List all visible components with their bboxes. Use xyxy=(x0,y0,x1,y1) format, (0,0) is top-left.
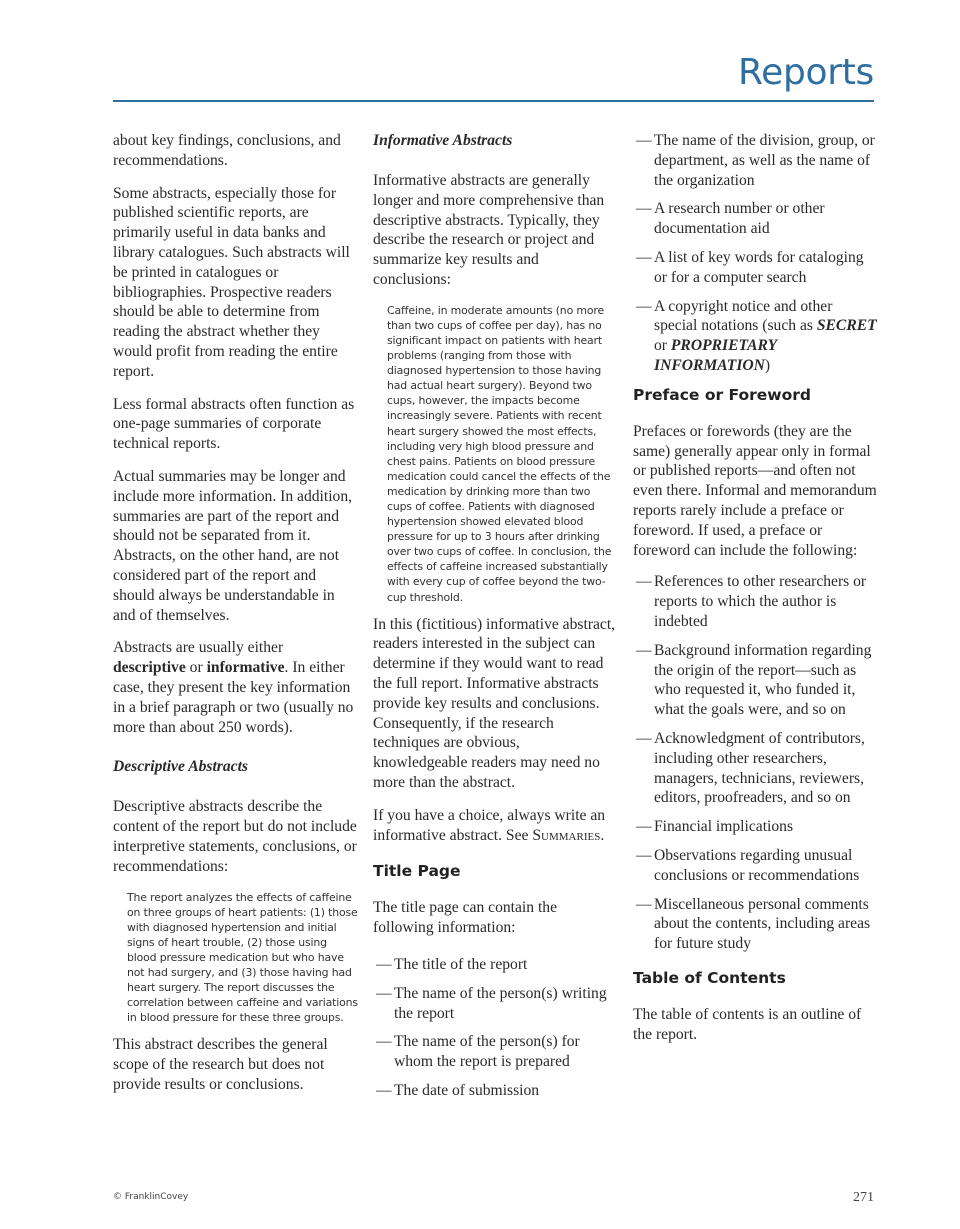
text: If you have a choice, always write an informative abstract. See xyxy=(373,806,606,844)
text: Abstracts are usually either xyxy=(113,639,284,657)
list-item-text: A list of key words for cataloging or for a computer search xyxy=(654,248,864,286)
paragraph xyxy=(113,638,358,737)
list-item-text: Observations regarding unusual conclusions or recommendations xyxy=(654,846,860,884)
term-descriptive: descriptive xyxy=(113,659,186,677)
list-item xyxy=(373,1081,618,1101)
paragraph: In this (fictitious) informative abstract, readers interested in the subject can determine if they would want to read the full report. Informative abstracts provide key results and conclusions. Consequently, if the research techniques are obvious, knowledgeable readers may need no more than the abstract. xyxy=(373,615,616,792)
list-item-text: The title of the report xyxy=(394,956,528,974)
list-item xyxy=(633,895,878,954)
example-abstract: The report analyzes the effects of caffeine on three groups of heart patients: (1) those with diagnosed hypertension and initial signs of heart trouble, (2) those using blood pressure medication but who have not had surgery, and (3) those having had heart surgery. The report discusses the correlation between caffeine and variations in blood pressure for these three groups. xyxy=(127,890,358,1025)
list-item-text: Financial implications xyxy=(654,818,794,836)
list-item-text: Background information regarding the origin of the report—such as who requested it, who funded it, what the goals were, and so on xyxy=(654,641,872,719)
dash-mark: — xyxy=(636,200,652,218)
dash-mark: — xyxy=(636,729,652,747)
dash-mark: — xyxy=(376,1082,392,1099)
list-item xyxy=(633,131,878,190)
subheading-descriptive-abstracts: Descriptive Abstracts xyxy=(113,758,248,776)
paragraph: The table of contents is an outline of the report. xyxy=(633,1005,862,1043)
dash-mark: — xyxy=(636,248,652,266)
list-item xyxy=(633,817,878,837)
paragraph: Prefaces or forewords (they are the same) generally appear only in formal or published reports—and often not even there. Informal and memorandum reports rarely include a preface or foreword. If used, a preface or foreword can include the following: xyxy=(633,422,877,559)
list-item xyxy=(633,729,878,808)
term-informative: informative xyxy=(206,659,285,677)
list-item-text: Acknowledgment of contributors, including other researchers, managers, technicians, reviewers, editors, proofreaders, and so on xyxy=(654,729,865,807)
dash-mark: — xyxy=(636,641,652,659)
list-item xyxy=(633,846,878,886)
page-title: Reports xyxy=(738,52,874,93)
paragraph: Actual summaries may be longer and include more information. In addition, summaries are part of the report and should not be separated from it. Abstracts, on the other hand, are not considered part of the report and should always be understandable in and of themselves. xyxy=(113,467,353,624)
dash-mark: — xyxy=(636,818,652,836)
list-item xyxy=(373,984,618,1024)
subheading-table-of-contents: Table of Contents xyxy=(633,968,786,987)
list-item-text: Miscellaneous personal comments about the contents, including areas for future study xyxy=(654,895,871,953)
dash-mark: — xyxy=(636,573,652,591)
dash-mark: — xyxy=(376,984,392,1002)
paragraph: Informative abstracts are generally longer and more comprehensive than descriptive abstracts. Typically, they describe the research or project and summarize key results and conclusions: xyxy=(373,172,605,288)
list-item-text: The name of the person(s) writing the report xyxy=(394,984,607,1022)
dash-mark: — xyxy=(376,1033,392,1051)
paragraph: The title page can contain the following information: xyxy=(373,899,558,937)
list-item xyxy=(373,955,618,975)
dash-mark: — xyxy=(636,895,652,913)
text: . In either case, they present the key information in a brief paragraph or two (usually no more than about 250 words). xyxy=(113,659,354,736)
list-item xyxy=(633,641,878,720)
dash-mark: — xyxy=(636,846,652,864)
paragraph: Some abstracts, especially those for published scientific reports, are primarily useful in data banks and library catalogues. Such abstracts will be printed in catalogues or bibliographies. Prospective readers should be able to determine from reading the abstract whether they would profit from reading the entire report. xyxy=(113,184,350,380)
column-1 xyxy=(113,131,358,1108)
example-abstract: Caffeine, in moderate amounts (no more than two cups of coffee per day), has no significant impact on patients with heart problems (ranging from those with diagnosed hypertension to those having had actual heart surgery). Beyond two cups, however, the impacts become increasingly severe. Patients with recent heart surgery showed the most effects, including very high blood pressure and chest pains. Patients on blood pressure medication could cancel the effects of the medication by drinking more than two cups of coffee. Patients with diagnosed hypertension showed elevated blood pressure for up to 3 hours after drinking over two cups of coffee. In conclusion, the effects of caffeine increased substantially with every cup of coffee beyond the two-cup threshold. xyxy=(387,303,612,604)
subheading-preface-or-foreword: Preface or Foreword xyxy=(633,385,811,404)
text: or xyxy=(189,659,203,677)
list-item-text: The date of submission xyxy=(394,1082,540,1099)
text: or xyxy=(654,337,667,355)
subheading-informative-abstracts: Informative Abstracts xyxy=(373,132,513,149)
text: ) xyxy=(764,356,771,374)
list-item-text: The name of the division, group, or department, as well as the name of the organization xyxy=(654,132,875,189)
dash-mark: — xyxy=(376,956,392,974)
dash-mark: — xyxy=(636,297,652,315)
list-item xyxy=(633,297,878,376)
list-item xyxy=(633,572,878,631)
list-item-text: A research number or other documentation aid xyxy=(654,200,825,238)
column-2 xyxy=(373,131,618,1110)
paragraph: Descriptive abstracts describe the content of the report but do not include interpretive statements, conclusions, or recommendations: xyxy=(113,798,357,875)
term-secret: SECRET xyxy=(816,317,877,335)
footer-copyright: © FranklinCovey xyxy=(113,1192,189,1202)
paragraph: This abstract describes the general scope of the research but does not provide results or conclusions. xyxy=(113,1036,328,1093)
list-item-text: References to other researchers or reports to which the author is indebted xyxy=(654,573,867,630)
page-number: 271 xyxy=(853,1190,874,1205)
subheading-title-page: Title Page xyxy=(373,862,461,881)
header-rule xyxy=(113,100,874,102)
text: A copyright notice and other special notations (such as xyxy=(654,297,833,335)
term-proprietary-information: PROPRIETARY INFORMATION xyxy=(654,337,777,374)
paragraph: Less formal abstracts often function as one-page summaries of corporate technical reports. xyxy=(113,395,355,453)
text: . xyxy=(600,826,605,844)
list-item xyxy=(373,1032,618,1072)
dash-mark: — xyxy=(636,132,652,149)
column-3 xyxy=(633,131,878,1057)
list-item-text: The name of the person(s) for whom the report is prepared xyxy=(394,1033,580,1071)
paragraph: about key findings, conclusions, and recommendations. xyxy=(113,132,341,169)
paragraph xyxy=(373,806,618,846)
cross-reference-summaries: Summaries xyxy=(532,826,601,844)
list-item xyxy=(633,248,878,288)
list-item xyxy=(633,199,878,239)
